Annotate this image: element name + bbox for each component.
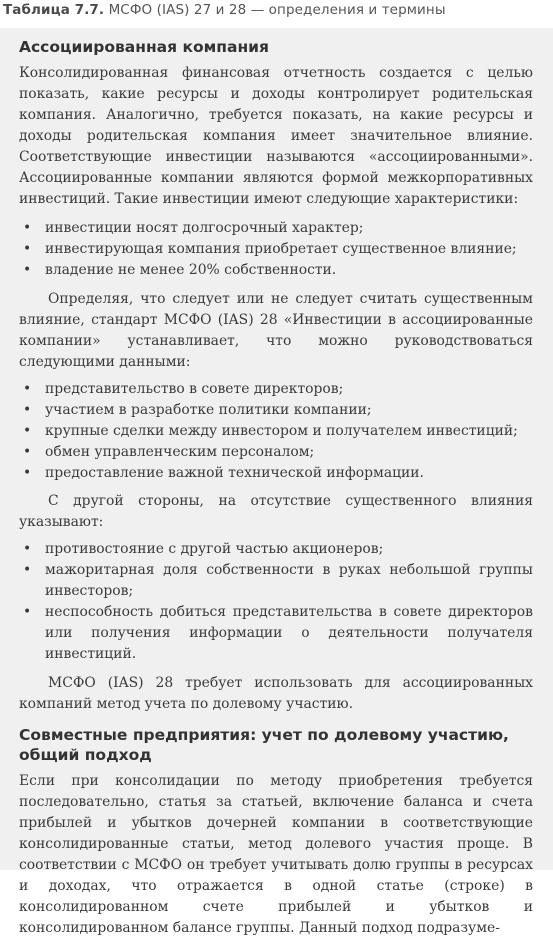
bullet-icon: • (23, 604, 32, 620)
bullet-icon: • (23, 423, 32, 439)
content-inner (0, 28, 553, 939)
list-item-text: крупные сделки между инвестором и получателем инвестиций; (45, 423, 518, 439)
content-box (0, 28, 553, 936)
bullet-icon: • (23, 241, 32, 257)
table-caption-text: МСФО (IAS) 27 и 28 — определения и термины (108, 2, 446, 18)
bullet-icon: • (23, 465, 32, 481)
joint-ventures-heading: Совместные предприятия: учет по долевому участию, общий подход (19, 726, 509, 764)
bullet-icon: • (23, 402, 32, 418)
list-item (19, 260, 533, 281)
list-item-text: инвестиции носят долгосрочный характер; (45, 220, 364, 236)
list-item-text: участием в разработке политики компании; (45, 402, 372, 418)
bullet-icon: • (23, 541, 32, 557)
associated-intro-paragraph: Консолидированная финансовая отчетность создается с целью показать, какие ресурсы и доходы контролирует родительская компания. Аналогично, требуется показать, на какие ресурсы и доходы родительская компания имеет значительное влияние. Соответствующие инвестиции называются «ассоциированными». Ассоциированные компании являются формой межкорпоративных инвестиций. Такие инвестиции имеют следующие характеристики: (19, 65, 533, 207)
list-item (19, 463, 533, 484)
bullet-icon: • (23, 444, 32, 460)
conclusion-paragraph: МСФО (IAS) 28 требует использовать для ассоциированных компаний метод учета по долевому участию. (19, 675, 533, 712)
list-item-text: предоставление важной технической информации. (45, 465, 424, 481)
list-item (19, 602, 533, 665)
list-item-text: инвестирующая компания приобретает существенное влияние; (45, 241, 517, 257)
criteria-list (19, 379, 533, 484)
list-item (19, 442, 533, 463)
list-item (19, 560, 533, 602)
table-caption-label: Таблица 7.7. (3, 2, 105, 18)
list-item-text: неспособность добиться представительства в совете директоров или получения информации о деятельности получателя инвестиций. (45, 604, 533, 662)
table-caption (3, 2, 446, 18)
list-item (19, 421, 533, 442)
joint-ventures-paragraph: Если при консолидации по методу приобретения требуется последовательно, статья за статьей, включение баланса и счета прибылей и убытков дочерней компании в соответствующие консолидированные статьи, метод долевого участия проще. В соответствии с МСФО он требует учитывать долю группы в ресурсах и доходах, что отражается в одной статье (строке) в консолидированном счете прибылей и убытков и консолидированном балансе группы. Данный подход подразуме- (19, 773, 533, 936)
list-item-text: владение не менее 20% собственности. (45, 262, 337, 278)
list-item (19, 379, 533, 400)
list-item-text: мажоритарная доля собственности в руках небольшой группы инвесторов; (45, 562, 533, 599)
bullet-icon: • (23, 262, 32, 278)
characteristics-list (19, 218, 533, 281)
absence-intro-paragraph: С другой стороны, на отсутствие существенного влияния указывают: (19, 493, 533, 530)
bullet-icon: • (23, 562, 32, 578)
list-item (19, 539, 533, 560)
associated-company-heading: Ассоциированная компания (19, 38, 269, 56)
bullet-icon: • (23, 381, 32, 397)
absence-list (19, 539, 533, 665)
list-item (19, 218, 533, 239)
list-item-text: противостояние с другой частью акционеров; (45, 541, 384, 557)
list-item (19, 239, 533, 260)
list-item (19, 400, 533, 421)
list-item-text: представительство в совете директоров; (45, 381, 344, 397)
list-item-text: обмен управленческим персоналом; (45, 444, 315, 460)
bullet-icon: • (23, 220, 32, 236)
criteria-intro-paragraph: Определяя, что следует или не следует считать существенным влияние, стандарт МСФО (IAS) 28 «Инвестиции в ассоциированные компании» устанавливает, что можно руководствоваться следующими данными: (19, 291, 533, 370)
